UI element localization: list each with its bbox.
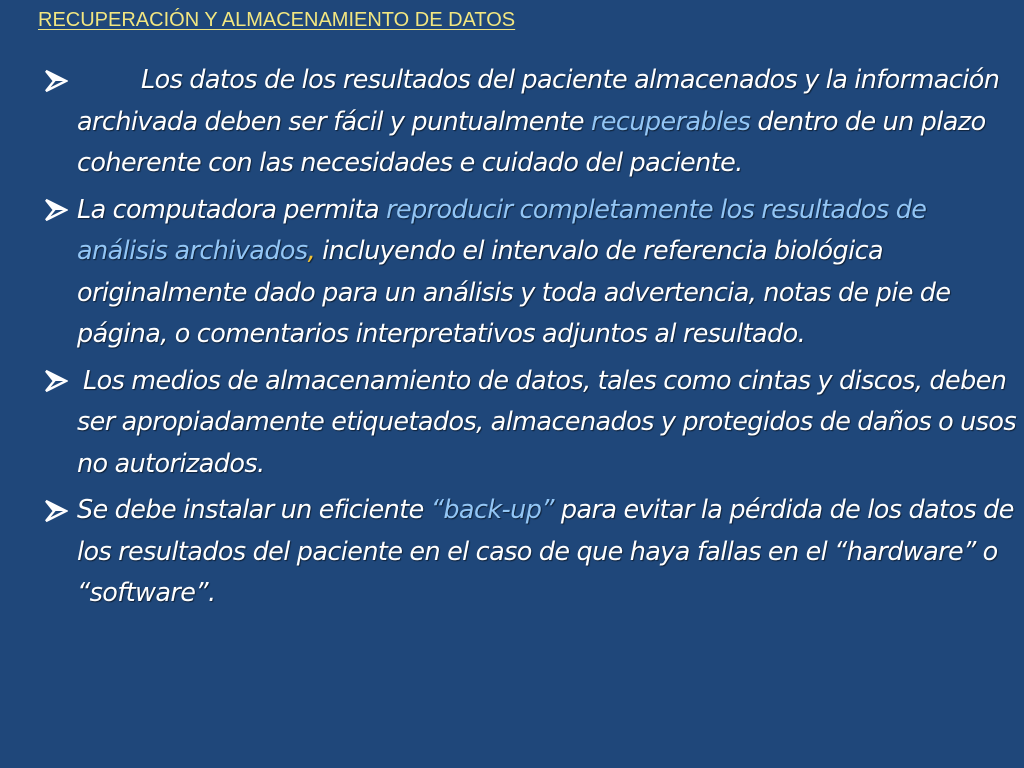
arrow-bullet-icon xyxy=(40,361,72,402)
highlight-text: reproducir completamente los resultados de análisis archivados xyxy=(77,194,927,266)
bullet-list xyxy=(40,60,1020,620)
bullet-text: La computadora permita xyxy=(77,194,387,225)
arrow-bullet-icon xyxy=(40,490,72,531)
highlight-text: recuperables xyxy=(590,106,751,137)
bullet-text: para evitar la pérdida de los datos de los resultados del paciente en el caso de que haya fallas en el “hardware” o “software”. xyxy=(77,495,1014,608)
bullet-text: Los medios de almacenamiento de datos, tales como cintas y discos, deben ser apropiadamente etiquetados, almacenados y protegidos de daños o usos no autorizados. xyxy=(77,365,1017,479)
bullet-item xyxy=(40,490,1020,615)
bullet-text: incluyendo el intervalo de referencia biológica originalmente dado para un análisis y toda advertencia, notas de pie de página, o comentarios interpretativos adjuntos al resultado. xyxy=(77,236,951,349)
bullet-item xyxy=(40,60,1020,185)
highlight-text: “back-up” xyxy=(430,495,554,525)
highlight-comma: , xyxy=(307,236,316,266)
bullet-item xyxy=(40,190,1020,356)
bullet-text: Los datos de los resultados del paciente almacenados y la información archivada deben ser fácil y puntualmente xyxy=(77,65,1000,137)
arrow-bullet-icon xyxy=(40,190,72,231)
bullet-text: dentro de un plazo coherente con las necesidades e cuidado del paciente. xyxy=(77,106,986,178)
bullet-text: Se debe instalar un eficiente xyxy=(77,495,431,525)
slide-title: RECUPERACIÓN Y ALMACENAMIENTO DE DATOS xyxy=(38,9,516,31)
bullet-item xyxy=(40,361,1020,486)
arrow-bullet-icon xyxy=(40,60,72,101)
